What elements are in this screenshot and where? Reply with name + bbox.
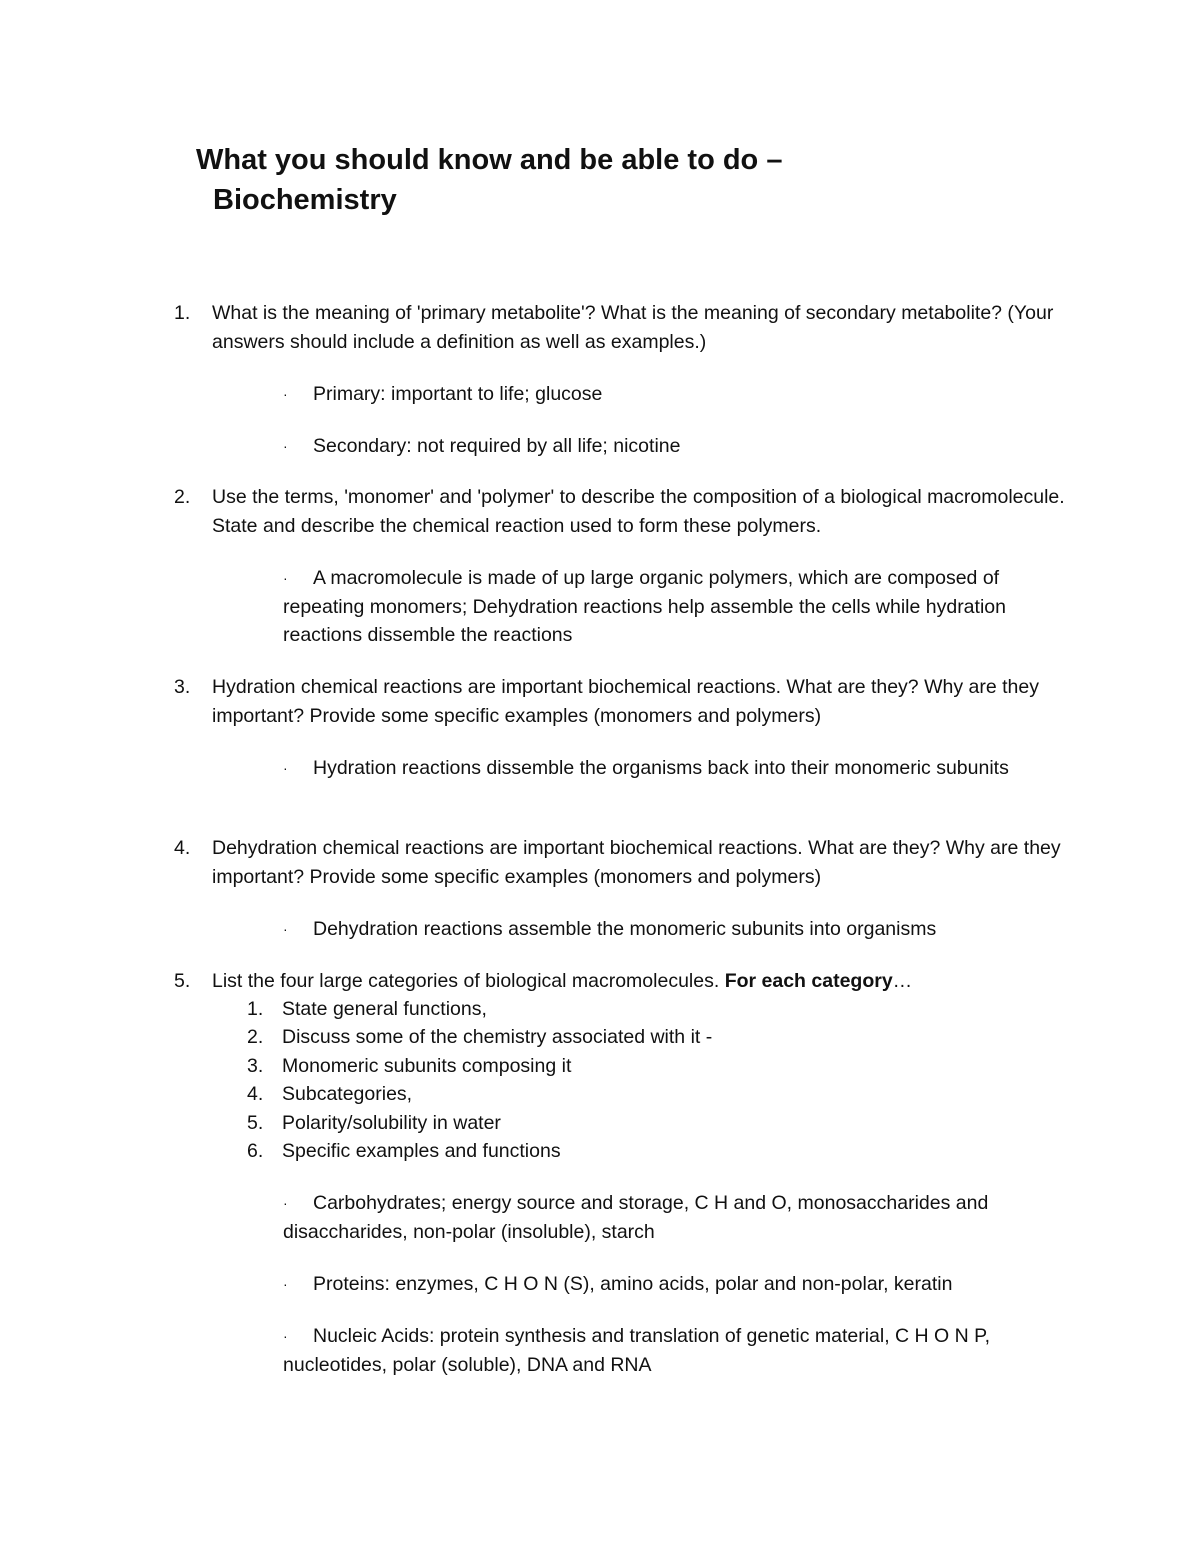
subitem-number: 3. [247,1055,264,1077]
answer-3 [283,754,1073,783]
answer-text: Carbohydrates; energy source and storage, C H and O, monosaccharides and disaccharides, non-polar (insoluble), starch [283,1192,989,1243]
answer-text: Proteins: enzymes, C H O N (S), amino acids, polar and non-polar, keratin [313,1273,953,1295]
subitem-number: 2. [247,1026,264,1048]
subitem-text: State general functions, [282,998,487,1020]
subitem-text: Subcategories, [282,1083,413,1105]
bullet-icon: · [283,386,288,402]
answer-4 [283,915,1073,944]
subitem-text: Discuss some of the chemistry associated with it - [282,1026,713,1048]
subitem-5 [247,1109,1047,1138]
subitem-2 [247,1023,1047,1052]
answer-1-secondary [283,432,1073,461]
question-number: 1. [174,302,191,324]
answer-5-carbohydrates [283,1189,1073,1246]
page-title [196,140,996,220]
answer-text: Secondary: not required by all life; nicotine [313,435,681,457]
question-4 [174,834,1074,891]
question-text: Dehydration chemical reactions are important biochemical reactions. What are they? Why are they important? Provide some specific examples (monomers and polymers) [212,837,1061,888]
question-text [212,967,1074,996]
question-3 [174,673,1074,730]
question-text-ellipsis: … [892,970,913,992]
bullet-icon: · [283,1276,288,1292]
answer-5-nucleic-acids [283,1322,1073,1379]
answer-text: Nucleic Acids: protein synthesis and translation of genetic material, C H O N P, nucleotides, polar (soluble), DNA and RNA [283,1325,991,1376]
title-line-1: What you should know and be able to do – [196,144,783,176]
answer-text: Dehydration reactions assemble the monomeric subunits into organisms [313,918,937,940]
subitem-text: Monomeric subunits composing it [282,1055,572,1077]
bullet-icon: · [283,921,288,937]
bullet-icon: · [283,570,288,586]
question-text-bold: For each category [724,970,893,992]
subitem-text: Polarity/solubility in water [282,1112,501,1134]
subitem-6 [247,1137,1047,1166]
question-text: Hydration chemical reactions are important biochemical reactions. What are they? Why are they important? Provide some specific examples (monomers and polymers) [212,676,1039,727]
title-line-2: Biochemistry [213,184,397,216]
bullet-icon: · [283,438,288,454]
subitem-number: 4. [247,1083,264,1105]
question-number: 5. [174,970,191,992]
answer-text: Primary: important to life; glucose [313,383,603,405]
answer-text: A macromolecule is made of up large organic polymers, which are composed of repeating monomers; Dehydration reactions help assemble the cells while hydration reactions dissemble the reactions [283,567,1006,646]
question-number: 2. [174,486,191,508]
bullet-icon: · [283,1328,288,1344]
answer-2 [283,564,1073,650]
answer-text: Hydration reactions dissemble the organisms back into their monomeric subunits [313,757,1009,779]
answer-1-primary [283,380,1073,409]
question-2 [174,483,1074,540]
subitem-text: Specific examples and functions [282,1140,561,1162]
subitem-3 [247,1052,1047,1081]
subitem-number: 5. [247,1112,264,1134]
question-5 [174,967,1074,996]
question-text: Use the terms, 'monomer' and 'polymer' to describe the composition of a biological macromolecule. State and describe the chemical reaction used to form these polymers. [212,486,1065,537]
bullet-icon: · [283,760,288,776]
subitem-1 [247,995,1047,1024]
question-text-main: List the four large categories of biological macromolecules. [212,970,725,992]
subitem-number: 6. [247,1140,264,1162]
subitem-number: 1. [247,998,264,1020]
bullet-icon: · [283,1195,288,1211]
question-number: 4. [174,837,191,859]
subitem-4 [247,1080,1047,1109]
question-text: What is the meaning of 'primary metabolite'? What is the meaning of secondary metabolite? (Your answers should include a definition as well as examples.) [212,302,1054,353]
answer-5-proteins [283,1270,1073,1299]
question-1 [174,299,1074,356]
question-number: 3. [174,676,191,698]
